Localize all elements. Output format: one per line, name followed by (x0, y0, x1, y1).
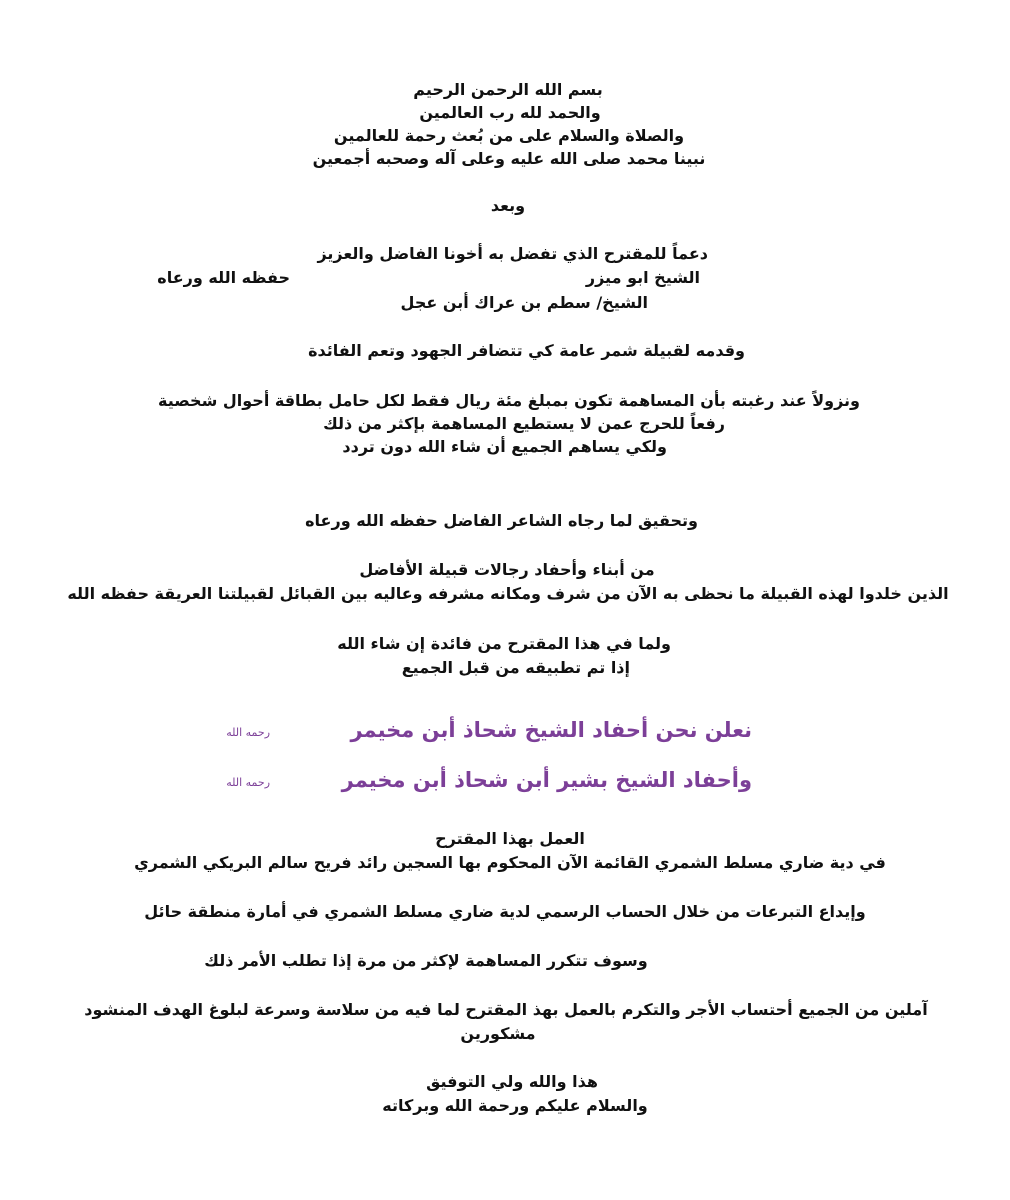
wabaad-line: وبعد (490, 196, 526, 215)
hamd-line: والحمد لله رب العالمين (419, 103, 601, 122)
repeat-line: وسوف تتكرر المساهمة لإكثر من مرة إذا تطلب الأمر ذلك (204, 951, 648, 970)
achieve-line: وتحقيق لما رجاه الشاعر الفاضل حفظه الله ورعاه (305, 511, 698, 530)
descendants-line-2: الذين خلدوا لهذه القبيلة ما نحظى به الآن من شرف ومكانه مشرفه وعاليه بين القبائل لقبيلتنا العريقة حفظه الله (67, 584, 949, 603)
contribution-line-3: ولكي يساهم الجميع أن شاء الله دون تردد (342, 437, 667, 456)
action-line-2: في دية ضاري مسلط الشمري القائمة الآن المحكوم بها السجين رائد فريح سالم البريكي الشمري (134, 853, 886, 872)
announcement-line-2: وأحفاد الشيخ بشير أبن شحاذ أبن مخيمر (341, 768, 752, 792)
action-line-1: العمل بهذا المقترح (435, 829, 585, 848)
sheikh-name: الشيخ ابو ميزر (585, 268, 700, 287)
sheikh-prayer: حفظه الله ورعاه (157, 268, 290, 287)
hope-line-2: مشكورين (460, 1024, 536, 1043)
closing-line-1: هذا والله ولي التوفيق (426, 1072, 598, 1091)
prophet-line: نبينا محمد صلى الله عليه وعلى آله وصحبه أجمعين (312, 149, 706, 168)
announcement-line-1: نعلن نحن أحفاد الشيخ شحاذ أبن مخيمر (350, 718, 752, 742)
presented-line: وقدمه لقبيلة شمر عامة كي تتضافر الجهود وتعم الفائدة (308, 341, 745, 360)
basmala-line: بسم الله الرحمن الرحيم (413, 80, 603, 99)
support-line-1: دعماً للمقترح الذي تفضل به أخونا الفاضل والعزيز (317, 244, 708, 263)
closing-line-2: والسلام عليكم ورحمة الله وبركاته (382, 1096, 648, 1115)
hope-line-1: آملين من الجميع أحتساب الأجر والتكرم بالعمل بهذ المقترح لما فيه من سلاسة وسرعة لبلوغ الهدف المنشود (84, 1000, 928, 1019)
deposit-line: وإيداع التبرعات من خلال الحساب الرسمي لدية ضاري مسلط الشمري في أمارة منطقة حائل (144, 902, 866, 921)
benefit-line-1: ولما في هذا المقترح من فائدة إن شاء الله (337, 634, 671, 653)
announcement-note-1: رحمه الله (226, 726, 270, 739)
support-line-3: الشيخ/ سطم بن عراك أبن عجل (400, 293, 648, 312)
salat-line: والصلاة والسلام على من بُعث رحمة للعالمين (333, 126, 685, 145)
descendants-line-1: من أبناء وأحفاد رجالات قبيلة الأفاضل (359, 560, 655, 579)
benefit-line-2: إذا تم تطبيقه من قبل الجميع (401, 658, 630, 677)
contribution-line-2: رفعاً للحرج عمن لا يستطيع المساهمة بإكثر من ذلك (323, 414, 725, 433)
contribution-line-1: ونزولاً عند رغبته بأن المساهمة تكون بمبلغ مئة ريال فقط لكل حامل بطاقة أحوال شخصية (158, 391, 860, 410)
announcement-note-2: رحمه الله (226, 776, 270, 789)
